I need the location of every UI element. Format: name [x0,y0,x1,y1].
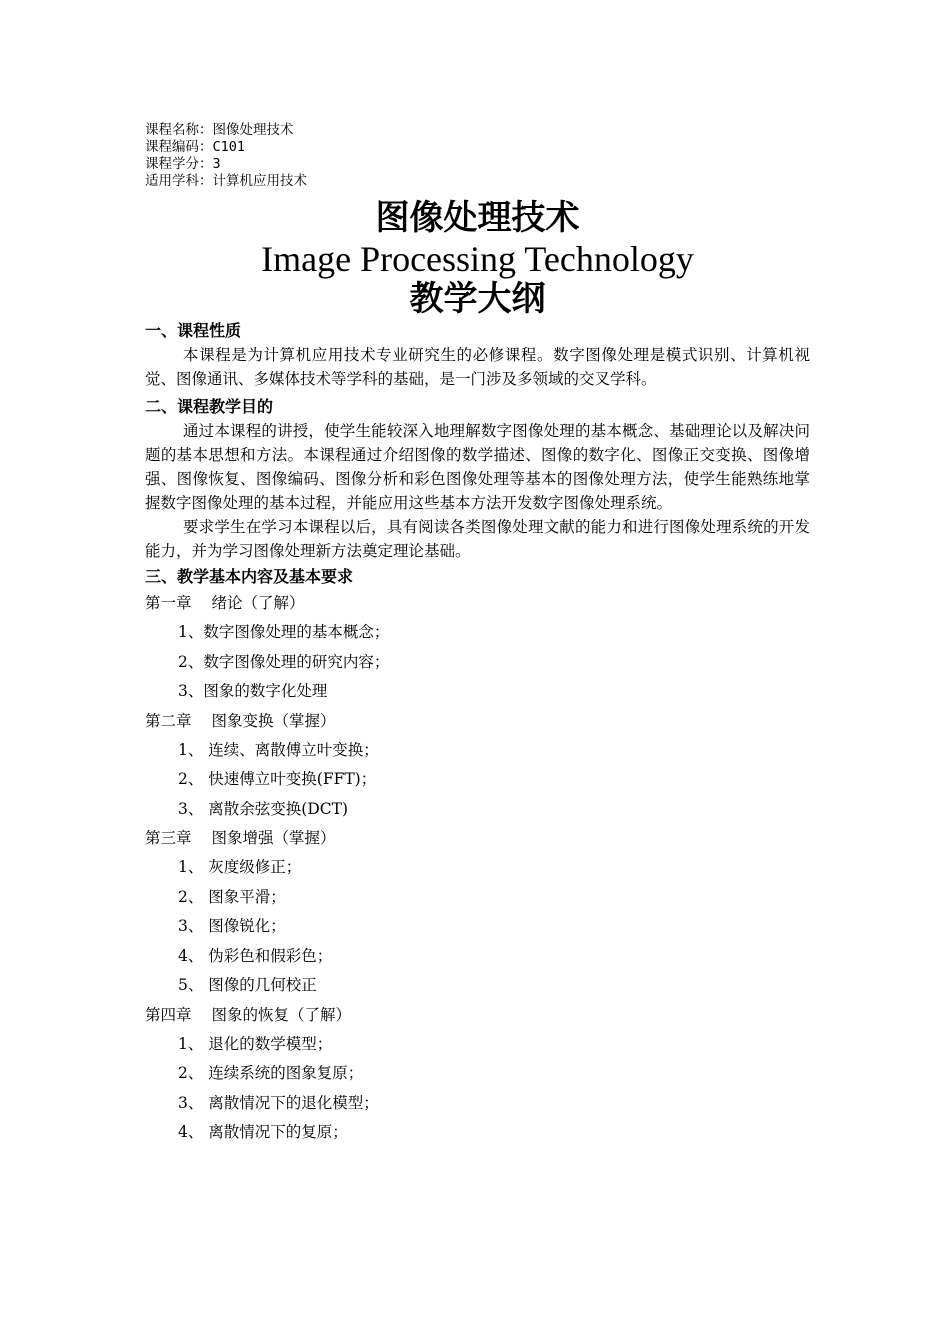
section-heading-objectives: 二、课程教学目的 [145,397,274,416]
chapter-item: 4、 离散情况下的复原； [178,1123,348,1141]
title-english: Image Processing Technology [261,239,694,279]
chapter-item: 1、 灰度级修正； [178,858,302,876]
course-code: 课程编码：C101 [145,139,246,155]
section-paragraph-objectives-1: 通过本课程的讲授，使学生能较深入地理解数字图像处理的基本概念、基础理论以及解决问题的基本思想和方法。本课程通过介绍图像的数学描述、图像的数字化、图像正交变换、图像增强、图像恢复、图像编码、图像分析和彩色图像处理等基本的图像处理方法，使学生能熟练地掌握数字图像处理的基本过程，并能应用这些基本方法开发数字图像处理系统。 [145,422,810,512]
chapter-heading [145,589,810,618]
document-title [145,198,810,319]
chapter-heading [145,707,810,736]
chapter-item: 3、 图像锐化； [178,917,286,935]
chapter-item: 5、 图像的几何校正 [178,976,317,994]
chapter-title: 图象的恢复（了解） [211,1005,352,1024]
chapter-heading [145,824,810,853]
chapter-item: 2、 连续系统的图象复原； [178,1064,364,1082]
course-discipline: 适用学科：计算机应用技术 [145,173,307,189]
chapter-list [145,589,810,1148]
chapter-item: 3、 离散余弦变换(DCT) [178,799,349,818]
section-heading-content: 三、教学基本内容及基本要求 [145,567,354,586]
chapter-label: 第一章 [145,594,192,612]
chapter-item: 3、图象的数字化处理 [178,682,328,700]
chapter-item: 2、 快速傅立叶变换(FFT)； [178,770,377,788]
chapter-title: 图象变换（掌握） [211,711,336,730]
chapter-label: 第四章 [145,1005,192,1024]
chapter-label: 第三章 [145,829,192,847]
section-heading-nature: 一、课程性质 [145,321,242,340]
chapter-item: 1、数字图像处理的基本概念； [178,623,390,641]
chapter-item: 2、 图象平滑； [178,887,286,906]
chapter-heading [145,1001,810,1030]
chapter-item: 1、 连续、离散傅立叶变换； [178,740,379,759]
chapter-item: 2、数字图像处理的研究内容； [178,652,390,671]
title-subtitle: 教学大纲 [409,279,546,319]
course-credit: 课程学分：3 [145,156,221,172]
chapter-item: 4、 伪彩色和假彩色； [178,946,333,965]
course-name: 课程名称：图像处理技术 [145,122,294,138]
section-paragraph-nature: 本课程是为计算机应用技术专业研究生的必修课程。数字图像处理是模式识别、计算机视觉、图像通讯、多媒体技术等学科的基础，是一门涉及多领域的交叉学科。 [145,346,810,388]
section-paragraph-objectives-2: 要求学生在学习本课程以后，具有阅读各类图像处理文献的能力和进行图像处理系统的开发能力，并为学习图像处理新方法奠定理论基础。 [145,518,810,560]
chapter-item: 3、 离散情况下的退化模型； [178,1093,379,1112]
chapter-title: 绪论（了解） [211,594,305,612]
course-meta [145,122,810,190]
chapter-label: 第二章 [145,711,192,730]
document-page [145,122,810,1148]
chapter-item: 1、 退化的数学模型； [178,1034,333,1053]
chapter-title: 图象增强（掌握） [211,829,336,847]
title-chinese: 图像处理技术 [375,198,580,238]
